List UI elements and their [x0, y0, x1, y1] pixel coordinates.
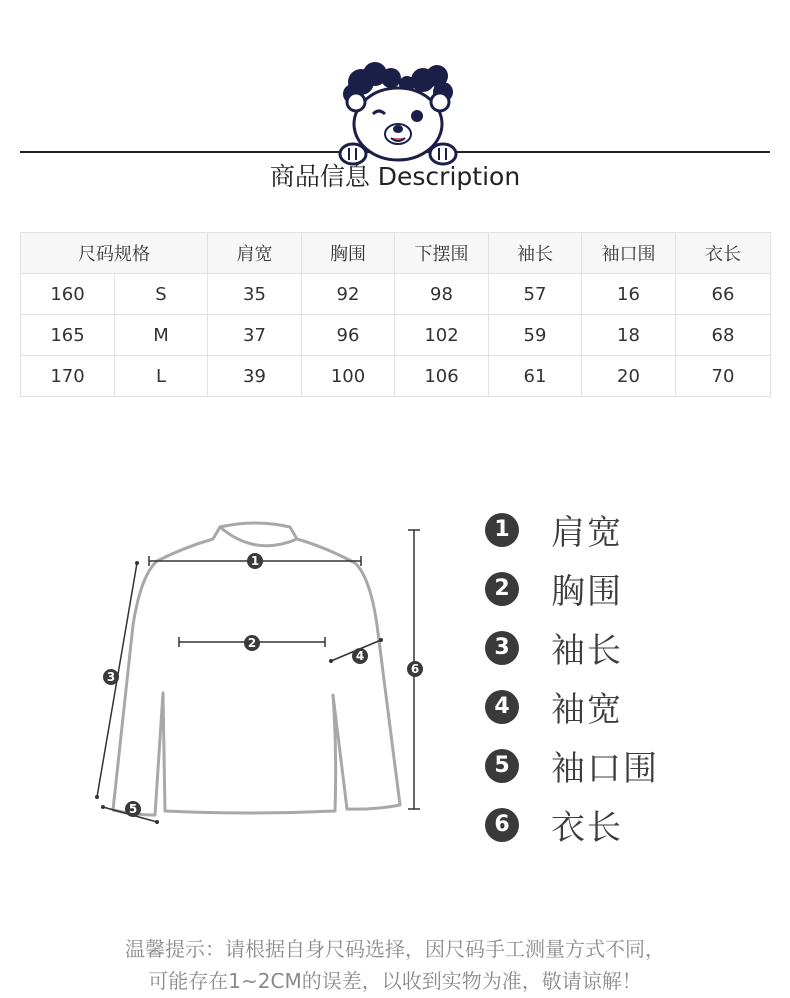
legend-number-badge: 5: [485, 749, 519, 783]
cell-value: 106: [395, 356, 489, 397]
marker-2: [244, 635, 260, 651]
legend-item: [485, 500, 775, 559]
svg-text:2: 2: [247, 636, 257, 650]
legend-number-badge: 1: [485, 513, 519, 547]
legend-item: [485, 559, 775, 618]
tip-line-1: 温馨提示：请根据自身尺码选择，因尺码手工测量方式不同，: [125, 937, 665, 961]
section-title: 商品信息 Description: [269, 162, 521, 191]
cell-value: 102: [395, 315, 489, 356]
collar: [220, 527, 297, 546]
marker-6: [407, 661, 423, 677]
header-length: 衣长: [676, 233, 771, 274]
legend-label: 袖长: [551, 631, 623, 671]
cell-value: 66: [676, 274, 771, 315]
legend-label: 袖口围: [551, 749, 659, 789]
header-chest: 胸围: [302, 233, 395, 274]
shirt-diagram: [85, 515, 435, 835]
table-row: [21, 315, 771, 356]
cell-value: 70: [676, 356, 771, 397]
legend-label: 衣长: [551, 808, 623, 848]
marker-1: [247, 553, 263, 569]
cell-value: 57: [489, 274, 582, 315]
cell-value: 59: [489, 315, 582, 356]
bear-logo: [333, 62, 463, 167]
legend-number-badge: 6: [485, 808, 519, 842]
legend-item: [485, 618, 775, 677]
cell-value: 18: [582, 315, 676, 356]
cell-value: 16: [582, 274, 676, 315]
tip-line-2: 可能存在1~2CM的误差，以收到实物为准，敬请谅解！: [148, 969, 642, 993]
svg-text:3: 3: [106, 670, 116, 684]
svg-text:4: 4: [355, 649, 365, 663]
cell-height: 160: [21, 274, 115, 315]
table-row: [21, 356, 771, 397]
cell-value: 100: [302, 356, 395, 397]
marker-3: [103, 669, 119, 685]
svg-text:6: 6: [410, 662, 420, 676]
legend-label: 肩宽: [551, 513, 623, 553]
legend-item: [485, 795, 775, 854]
cell-value: 61: [489, 356, 582, 397]
cell-height: 165: [21, 315, 115, 356]
cell-value: 20: [582, 356, 676, 397]
cell-value: 92: [302, 274, 395, 315]
header-hem: 下摆围: [395, 233, 489, 274]
cell-value: 96: [302, 315, 395, 356]
legend-number-badge: 4: [485, 690, 519, 724]
svg-text:1: 1: [250, 554, 260, 568]
cell-value: 39: [208, 356, 302, 397]
cell-value: 35: [208, 274, 302, 315]
cell-value: 37: [208, 315, 302, 356]
header-size-spec: 尺码规格: [21, 233, 208, 274]
legend-item: [485, 736, 775, 795]
cell-value: 68: [676, 315, 771, 356]
size-table: [20, 232, 771, 397]
svg-text:5: 5: [128, 802, 138, 816]
cell-size: M: [115, 315, 208, 356]
header-shoulder: 肩宽: [208, 233, 302, 274]
marker-5: [125, 801, 141, 817]
legend-label: 胸围: [551, 572, 623, 612]
cell-height: 170: [21, 356, 115, 397]
cell-value: 98: [395, 274, 489, 315]
legend-label: 袖宽: [551, 690, 623, 730]
legend-item: [485, 677, 775, 736]
measurement-legend: [485, 500, 775, 854]
table-header-row: [21, 233, 771, 274]
table-row: [21, 274, 771, 315]
legend-number-badge: 2: [485, 572, 519, 606]
legend-number-badge: 3: [485, 631, 519, 665]
cell-size: L: [115, 356, 208, 397]
cell-size: S: [115, 274, 208, 315]
header-sleeve-length: 袖长: [489, 233, 582, 274]
marker-4: [352, 648, 368, 664]
header-cuff: 袖口围: [582, 233, 676, 274]
